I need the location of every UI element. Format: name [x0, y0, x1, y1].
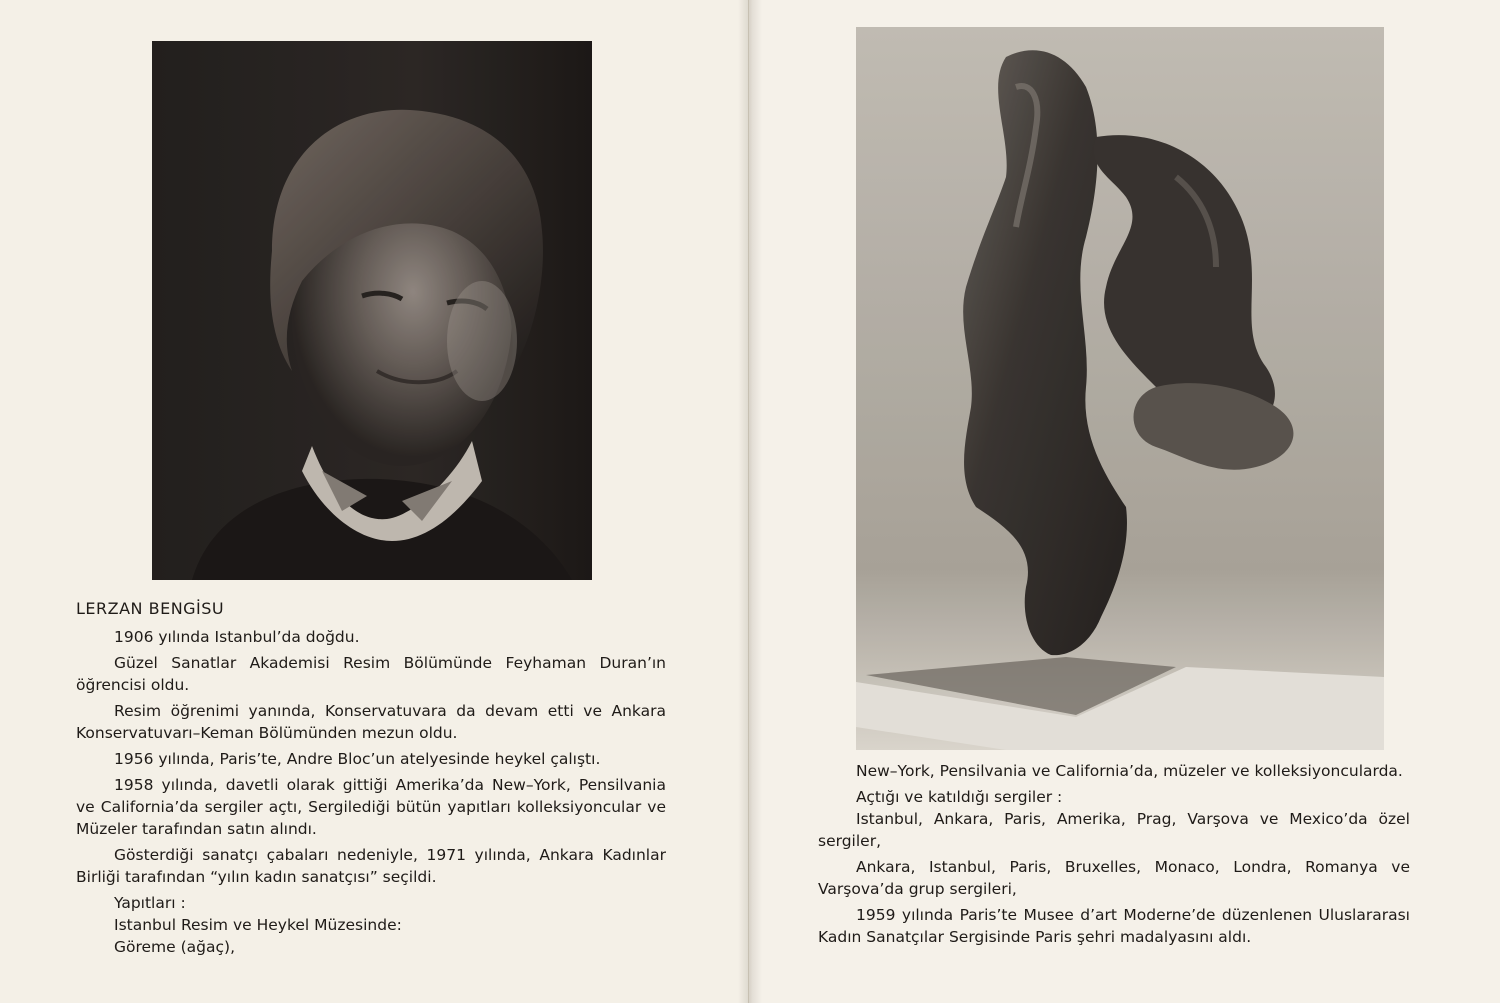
left-page [0, 0, 749, 1003]
solo-exhibitions-paragraph: Istanbul, Ankara, Paris, Amerika, Prag, Varşova ve Mexico’da özel sergiler, [818, 810, 1410, 850]
collections-paragraph: New–York, Pensilvania ve California’da, müzeler ve kolleksiyoncularda. [856, 762, 1403, 780]
works-item: Göreme (ağaç), [114, 938, 236, 956]
portrait-image [152, 41, 592, 580]
biography-text [76, 598, 666, 958]
works-heading: Yapıtları : [114, 894, 186, 912]
artist-name-heading: LERZAN BENGİSU [76, 599, 225, 618]
bio-paragraph-america: 1958 yılında, davetli olarak gittiği Amerika’da New–York, Pensilvania ve California’da sergiler açtı, Sergilediği bütün yapıtları kolleksiyoncular ve Müzeler tarafından satın alındı. [76, 776, 666, 838]
medal-paragraph: 1959 yılında Paris’te Musee d’art Moderne’de düzenlenen Uluslararası Kadın Sanatçılar Sergisinde Paris şehri madalyasını aldı. [818, 906, 1410, 946]
bio-paragraph-conservatory: Resim öğrenimi yanında, Konservatuvara da devam etti ve Ankara Konservatuvarı–Keman Bölümünden mezun oldu. [76, 702, 666, 742]
artist-portrait-photo [152, 41, 592, 580]
exhibitions-text [818, 760, 1410, 952]
bio-paragraph-birth: 1906 yılında Istanbul’da doğdu. [114, 628, 360, 646]
works-museum: Istanbul Resim ve Heykel Müzesinde: [114, 916, 402, 934]
sculpture-image [856, 27, 1384, 750]
bio-paragraph-paris: 1956 yılında, Paris’te, Andre Bloc’un atelyesinde heykel çalıştı. [114, 750, 601, 768]
group-exhibitions-paragraph: Ankara, Istanbul, Paris, Bruxelles, Monaco, Londra, Romanya ve Varşova’da grup sergileri, [818, 858, 1410, 898]
sculpture-photo [856, 27, 1384, 750]
exhibitions-heading: Açtığı ve katıldığı sergiler : [856, 788, 1063, 806]
bio-paragraph-award: Gösterdiği sanatçı çabaları nedeniyle, 1971 yılında, Ankara Kadınlar Birliği tarafından “yılın kadın sanatçısı” seçildi. [76, 846, 666, 886]
bio-paragraph-academy: Güzel Sanatlar Akademisi Resim Bölümünde Feyhaman Duran’ın öğrencisi oldu. [76, 654, 666, 694]
